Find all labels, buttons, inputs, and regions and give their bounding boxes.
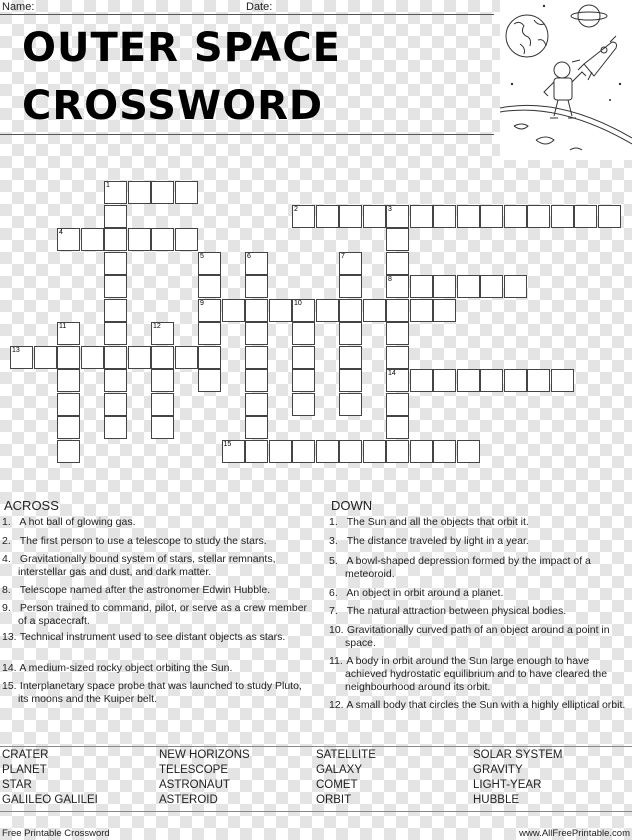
grid-number: 10: [294, 299, 302, 307]
grid-cell[interactable]: [151, 393, 174, 416]
clue-number: 4.: [2, 553, 11, 565]
word-bank-item: SOLAR SYSTEM: [473, 749, 563, 761]
word-bank: [0, 746, 632, 812]
grid-cell[interactable]: [34, 346, 57, 369]
grid-cell[interactable]: [574, 205, 597, 228]
grid-cell[interactable]: [410, 369, 433, 392]
clue-number: 5.: [329, 555, 338, 567]
grid-cell[interactable]: [151, 322, 174, 345]
grid-cell[interactable]: [222, 440, 245, 463]
word-bank-item: LIGHT-YEAR: [473, 779, 542, 791]
word-bank-item: STAR: [2, 779, 32, 791]
clue-number: 15.: [2, 680, 17, 692]
down-clue: [329, 587, 632, 600]
clue-text: The Sun and all the objects that orbit it.: [344, 516, 529, 528]
grid-cell[interactable]: [245, 440, 268, 463]
grid-cell[interactable]: [386, 369, 409, 392]
word-bank-item: COMET: [316, 779, 358, 791]
grid-cell[interactable]: [339, 299, 362, 322]
grid-cell[interactable]: [410, 275, 433, 298]
grid-cell[interactable]: [104, 416, 127, 439]
grid-cell[interactable]: [598, 205, 621, 228]
word-bank-item: PLANET: [2, 764, 47, 776]
clue-text: Gravitationally curved path of an object around a point in space.: [344, 624, 610, 649]
grid-cell[interactable]: [410, 205, 433, 228]
grid-cell[interactable]: [269, 299, 292, 322]
across-clue: [2, 535, 308, 548]
grid-cell[interactable]: [433, 275, 456, 298]
clue-text: The natural attraction between physical bodies.: [344, 605, 567, 617]
grid-cell[interactable]: [81, 346, 104, 369]
clue-number: 14.: [2, 662, 17, 674]
grid-cell[interactable]: [433, 299, 456, 322]
grid-cell[interactable]: [104, 205, 127, 228]
grid-cell[interactable]: [198, 346, 221, 369]
grid-cell[interactable]: [339, 369, 362, 392]
grid-number: 5: [200, 252, 204, 260]
grid-cell[interactable]: [292, 369, 315, 392]
grid-cell[interactable]: [128, 346, 151, 369]
grid-cell[interactable]: [104, 322, 127, 345]
clue-text: A medium-sized rocky object orbiting the Sun.: [17, 662, 233, 674]
grid-cell[interactable]: [151, 346, 174, 369]
grid-cell[interactable]: [316, 299, 339, 322]
grid-cell[interactable]: [269, 440, 292, 463]
word-bank-item: ASTRONAUT: [159, 779, 230, 791]
grid-cell[interactable]: [339, 322, 362, 345]
across-heading: ACROSS: [4, 498, 59, 513]
grid-cell[interactable]: [457, 275, 480, 298]
grid-cell[interactable]: [504, 369, 527, 392]
clue-number: 7.: [329, 605, 338, 617]
grid-number: 4: [59, 229, 63, 236]
grid-cell[interactable]: [363, 299, 386, 322]
down-clue: [329, 605, 632, 618]
grid-cell[interactable]: [316, 205, 339, 228]
grid-cell[interactable]: [222, 299, 245, 322]
grid-cell[interactable]: [292, 299, 315, 322]
grid-cell[interactable]: [128, 228, 151, 251]
clue-text: A hot ball of glowing gas.: [17, 516, 136, 528]
word-bank-item: ORBIT: [316, 794, 352, 806]
across-clue: [2, 584, 308, 597]
grid-cell[interactable]: [198, 275, 221, 298]
grid-number: 11: [59, 323, 67, 330]
grid-cell[interactable]: [245, 393, 268, 416]
grid-cell[interactable]: [410, 440, 433, 463]
grid-cell[interactable]: [433, 205, 456, 228]
grid-cell[interactable]: [339, 440, 362, 463]
clue-number: 1.: [2, 516, 11, 528]
title-line-1: OUTER SPACE: [22, 25, 341, 71]
grid-cell[interactable]: [104, 346, 127, 369]
clue-number: 8.: [2, 584, 11, 596]
grid-cell[interactable]: [245, 322, 268, 345]
clue-number: 9.: [2, 602, 11, 614]
grid-cell[interactable]: [245, 299, 268, 322]
grid-cell[interactable]: [363, 205, 386, 228]
word-bank-item: GALILEO GALILEI: [2, 794, 98, 806]
grid-cell[interactable]: [57, 322, 80, 345]
clue-text: Telescope named after the astronomer Edwin Hubble.: [17, 584, 271, 596]
grid-cell[interactable]: [433, 369, 456, 392]
grid-cell[interactable]: [57, 346, 80, 369]
grid-cell[interactable]: [292, 440, 315, 463]
grid-cell[interactable]: [316, 440, 339, 463]
clue-text: The distance traveled by light in a year.: [344, 535, 529, 547]
grid-cell[interactable]: [457, 369, 480, 392]
grid-number: 9: [200, 299, 204, 307]
across-clue: [2, 553, 308, 579]
clue-text: An object in orbit around a planet.: [344, 587, 504, 599]
down-clue: [329, 555, 632, 581]
grid-cell[interactable]: [339, 275, 362, 298]
clue-number: 1.: [329, 516, 338, 528]
clue-number: 12.: [329, 699, 344, 711]
clue-text: A bowl-shaped depression formed by the impact of a meteoroid.: [344, 555, 591, 580]
across-clue: [2, 602, 308, 628]
grid-cell[interactable]: [128, 181, 151, 204]
clue-text: Gravitationally bound system of stars, stellar remnants, interstellar gas and dust, and dark matter.: [17, 553, 276, 578]
word-bank-item: GRAVITY: [473, 764, 523, 776]
clue-text: Interplanetary space probe that was launched to study Pluto, its moons and the Kuiper belt.: [17, 680, 302, 705]
grid-cell[interactable]: [339, 393, 362, 416]
grid-cell[interactable]: [504, 205, 527, 228]
grid-cell[interactable]: [551, 205, 574, 228]
grid-cell[interactable]: [339, 346, 362, 369]
grid-cell[interactable]: [151, 181, 174, 204]
grid-cell[interactable]: [10, 346, 33, 369]
title-line-2: CROSSWORD: [22, 83, 324, 129]
grid-cell[interactable]: [410, 299, 433, 322]
grid-cell[interactable]: [292, 393, 315, 416]
footer-right: www.AllFreePrintable.com: [519, 828, 630, 839]
grid-cell[interactable]: [480, 275, 503, 298]
grid-cell[interactable]: [151, 228, 174, 251]
grid-number: 7: [341, 252, 345, 260]
grid-cell[interactable]: [57, 416, 80, 439]
grid-cell[interactable]: [175, 228, 198, 251]
word-bank-item: ASTEROID: [159, 794, 218, 806]
grid-cell[interactable]: [457, 440, 480, 463]
grid-cell[interactable]: [527, 369, 550, 392]
clue-text: A small body that circles the Sun with a highly elliptical orbit.: [344, 699, 626, 711]
grid-cell[interactable]: [386, 322, 409, 345]
grid-cell[interactable]: [386, 252, 409, 275]
grid-cell[interactable]: [104, 299, 127, 322]
grid-number: 15: [223, 440, 232, 448]
grid-number: 1: [106, 182, 110, 189]
grid-number: 8: [388, 276, 392, 283]
grid-cell[interactable]: [504, 275, 527, 298]
grid-cell[interactable]: [386, 440, 409, 463]
grid-cell[interactable]: [245, 346, 268, 369]
grid-cell[interactable]: [339, 205, 362, 228]
grid-cell[interactable]: [151, 416, 174, 439]
grid-cell[interactable]: [386, 346, 409, 369]
grid-cell[interactable]: [363, 440, 386, 463]
grid-cell[interactable]: [104, 181, 127, 204]
clue-text: The first person to use a telescope to study the stars.: [17, 535, 267, 547]
grid-cell[interactable]: [57, 440, 80, 463]
grid-cell[interactable]: [386, 275, 409, 298]
word-bank-item: HUBBLE: [473, 794, 520, 806]
clue-number: 13.: [2, 631, 17, 643]
clue-text: Technical instrument used to see distant objects as stars.: [17, 631, 286, 643]
grid-cell[interactable]: [527, 205, 550, 228]
grid-cell[interactable]: [433, 440, 456, 463]
down-clue: [329, 516, 632, 529]
grid-cell[interactable]: [386, 393, 409, 416]
grid-cell[interactable]: [386, 228, 409, 251]
clue-text: A body in orbit around the Sun large enough to have achieved hydrostatic equilibrium and to have cleared the neighbourhood around its orbit.: [344, 655, 608, 693]
grid-cell[interactable]: [104, 228, 127, 251]
grid-cell[interactable]: [175, 181, 198, 204]
across-clue: [2, 680, 308, 706]
grid-cell[interactable]: [480, 205, 503, 228]
down-clue: [329, 699, 632, 712]
grid-cell[interactable]: [245, 416, 268, 439]
grid-number: 6: [247, 252, 251, 260]
down-clue: [329, 535, 632, 548]
grid-cell[interactable]: [292, 322, 315, 345]
grid-number: 13: [12, 346, 20, 354]
grid-cell[interactable]: [386, 205, 409, 228]
grid-cell[interactable]: [104, 393, 127, 416]
grid-cell[interactable]: [245, 275, 268, 298]
grid-number: 14: [388, 370, 396, 377]
title-rule: [0, 134, 494, 135]
grid-cell[interactable]: [198, 299, 221, 322]
down-clue: [329, 655, 632, 694]
word-bank-item: NEW HORIZONS: [159, 749, 250, 761]
grid-cell[interactable]: [57, 369, 80, 392]
grid-cell[interactable]: [292, 205, 315, 228]
clue-number: 11.: [329, 655, 343, 667]
grid-number: 12: [153, 323, 161, 330]
grid-cell[interactable]: [198, 369, 221, 392]
grid-number: 3: [388, 205, 392, 213]
word-bank-item: TELESCOPE: [159, 764, 229, 776]
across-clue: [2, 516, 308, 529]
grid-cell[interactable]: [198, 252, 221, 275]
across-clue: [2, 662, 308, 675]
clue-number: 10.: [329, 624, 344, 636]
name-label: Name:: [2, 1, 35, 13]
grid-cell[interactable]: [245, 252, 268, 275]
grid-cell[interactable]: [175, 346, 198, 369]
across-clue: [2, 631, 308, 644]
clue-number: 6.: [329, 587, 338, 599]
astronaut-illustration: [500, 0, 632, 160]
grid-cell[interactable]: [198, 322, 221, 345]
grid-cell[interactable]: [339, 252, 362, 275]
footer-left: Free Printable Crossword: [2, 828, 110, 839]
clue-number: 2.: [2, 535, 11, 547]
grid-number: 2: [294, 205, 298, 213]
grid-cell[interactable]: [81, 228, 104, 251]
word-bank-item: GALAXY: [316, 764, 363, 776]
grid-cell[interactable]: [457, 205, 480, 228]
word-bank-item: SATELLITE: [316, 749, 376, 761]
grid-cell[interactable]: [57, 393, 80, 416]
down-clue: [329, 624, 632, 650]
grid-cell[interactable]: [292, 346, 315, 369]
grid-cell[interactable]: [57, 228, 80, 251]
word-bank-item: CRATER: [2, 749, 49, 761]
grid-cell[interactable]: [386, 299, 409, 322]
grid-cell[interactable]: [245, 369, 268, 392]
grid-cell[interactable]: [104, 369, 127, 392]
grid-cell[interactable]: [551, 369, 574, 392]
clue-number: 3.: [329, 535, 338, 547]
down-heading: DOWN: [331, 498, 373, 513]
header-rule: [0, 14, 494, 15]
grid-cell[interactable]: [151, 369, 174, 392]
grid-cell[interactable]: [104, 252, 127, 275]
grid-cell[interactable]: [104, 275, 127, 298]
grid-cell[interactable]: [480, 369, 503, 392]
clue-text: Person trained to command, pilot, or serve as a crew member of a spacecraft.: [17, 602, 308, 627]
date-label: Date:: [246, 1, 273, 13]
grid-cell[interactable]: [386, 416, 409, 439]
